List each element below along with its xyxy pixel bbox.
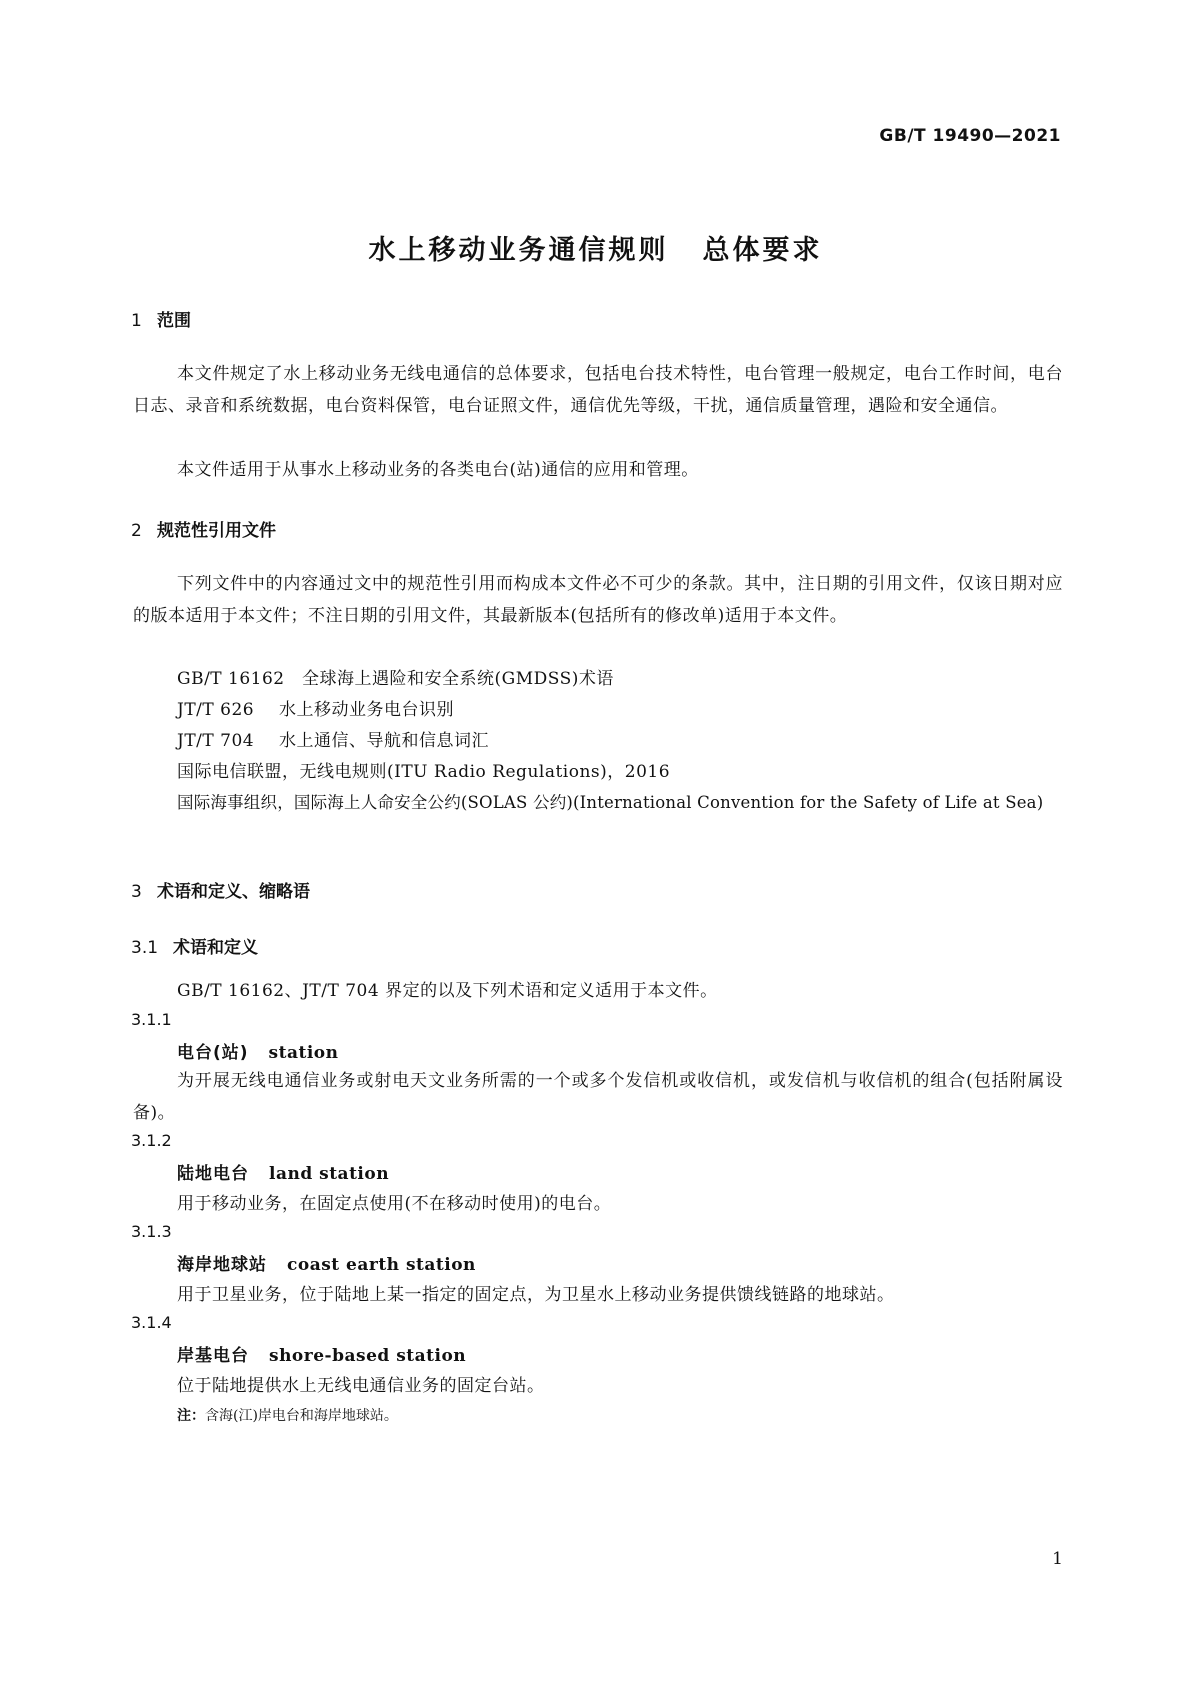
reference-title: 国际电信联盟，无线电规则(ITU Radio Regulations)，2016 (177, 762, 671, 782)
term-english: station (268, 1043, 339, 1063)
subsection-number: 3.1 (131, 938, 159, 958)
document-title (0, 228, 1191, 267)
page-number: 1 (1052, 1549, 1063, 1569)
reference-code: JT/T 626 (177, 700, 255, 720)
term-heading (177, 1250, 476, 1275)
reference-title: 全球海上遇险和安全系统(GMDSS)术语 (302, 669, 614, 689)
section-2-heading (131, 516, 276, 541)
section-title: 范围 (157, 311, 191, 331)
term-heading (177, 1159, 389, 1184)
term-heading (177, 1038, 339, 1063)
term-number: 3.1.1 (131, 1010, 172, 1029)
term-english: coast earth station (287, 1255, 476, 1275)
note-text: 含海(江)岸电台和海岸地球站。 (205, 1408, 398, 1424)
term-chinese: 电台(站) (177, 1043, 249, 1063)
term-number: 3.1.3 (131, 1222, 172, 1241)
term-chinese: 岸基电台 (177, 1346, 249, 1366)
term-english: shore-based station (269, 1346, 467, 1366)
terms-intro: GB/T 16162、JT/T 704 界定的以及下列术语和定义适用于本文件。 (177, 981, 718, 1001)
standard-code: GB/T 19490—2021 (879, 126, 1061, 146)
reference-code: JT/T 704 (177, 731, 255, 751)
term-chinese: 陆地电台 (177, 1164, 249, 1184)
term-definition: 用于移动业务，在固定点使用(不在移动时使用)的电台。 (177, 1194, 612, 1214)
title-main: 水上移动业务通信规则 (368, 235, 669, 266)
scope-paragraph-1: 本文件规定了水上移动业务无线电通信的总体要求，包括电台技术特性，电台管理一般规定，电台工作时间，电台日志、录音和系统数据，电台资料保管，电台证照文件，通信优先等级，干扰，通信质量管理，遇险和安全通信。 (133, 364, 1063, 416)
subsection-title: 术语和定义 (173, 938, 258, 958)
note-label: 注： (177, 1408, 205, 1424)
scope-paragraph-2: 本文件适用于从事水上移动业务的各类电台(站)通信的应用和管理。 (177, 460, 699, 480)
term-number: 3.1.4 (131, 1313, 172, 1332)
section-title: 规范性引用文件 (157, 521, 276, 541)
term-definition: 位于陆地提供水上无线电通信业务的固定台站。 (177, 1376, 545, 1396)
reference-code: GB/T 16162 (177, 669, 285, 689)
reference-title: 水上移动业务电台识别 (279, 700, 454, 720)
term-definition: 用于卫星业务，位于陆地上某一指定的固定点，为卫星水上移动业务提供馈线链路的地球站。 (177, 1285, 895, 1305)
section-1-heading (131, 306, 191, 331)
reference-item (177, 695, 454, 720)
term-heading (177, 1341, 466, 1366)
reference-item (177, 757, 670, 782)
title-sub: 总体要求 (702, 235, 823, 266)
section-title: 术语和定义、缩略语 (157, 882, 310, 902)
term-note (177, 1405, 398, 1425)
term-chinese: 海岸地球站 (177, 1255, 267, 1275)
reference-title: 水上通信、导航和信息词汇 (279, 731, 489, 751)
term-number: 3.1.2 (131, 1131, 172, 1150)
reference-item (177, 664, 614, 689)
term-english: land station (269, 1164, 390, 1184)
section-3-heading (131, 877, 310, 902)
term-definition: 为开展无线电通信业务或射电天文业务所需的一个或多个发信机或收信机，或发信机与收信机的组合(包括附属设备)。 (133, 1071, 1063, 1123)
normative-references-paragraph: 下列文件中的内容通过文中的规范性引用而构成本文件必不可少的条款。其中，注日期的引用文件，仅该日期对应的版本适用于本文件；不注日期的引用文件，其最新版本(包括所有的修改单)适用于本文件。 (133, 574, 1063, 626)
reference-item: 国际海事组织，国际海上人命安全公约(SOLAS 公约)(International Convention for the Safety of Life at Sea) (177, 793, 1044, 812)
subsection-3-1-heading (131, 933, 258, 958)
section-number: 3 (131, 882, 142, 902)
section-number: 2 (131, 521, 142, 541)
reference-item (177, 726, 489, 751)
section-number: 1 (131, 311, 142, 331)
